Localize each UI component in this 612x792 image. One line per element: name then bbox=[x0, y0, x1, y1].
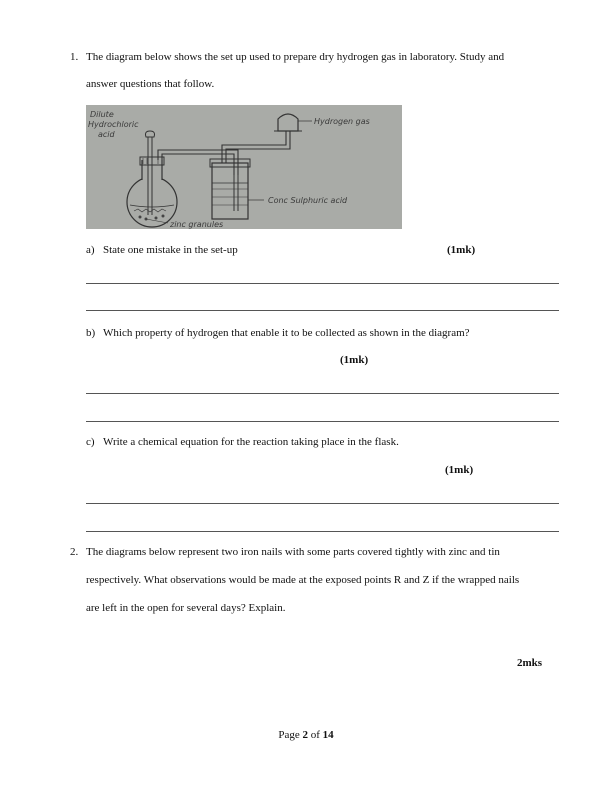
question-1-text-line-2: answer questions that follow. bbox=[86, 78, 215, 90]
question-2-text-line-2: respectively. What observations would be made at the exposed points R and Z if the wrapped nails bbox=[86, 574, 520, 586]
question-1c-marks: (1mk) bbox=[445, 464, 474, 476]
question-2-number: 2. bbox=[70, 546, 79, 558]
drying-bottle bbox=[212, 163, 248, 219]
answer-line-1a-1[interactable] bbox=[86, 283, 559, 284]
diagram-label-acid-line-1: Dilute bbox=[90, 110, 114, 119]
page-current-number: 2 bbox=[302, 729, 308, 741]
diagram-label-sulphuric-acid: Conc Sulphuric acid bbox=[268, 196, 348, 205]
answer-line-1b-2[interactable] bbox=[86, 421, 559, 422]
hydrogen-preparation-diagram bbox=[86, 105, 402, 229]
question-1a-marks: (1mk) bbox=[447, 244, 476, 256]
thistle-funnel bbox=[146, 131, 155, 137]
diagram-label-acid-line-3: acid bbox=[98, 130, 115, 139]
question-2-text-line-3: are left in the open for several days? Explain. bbox=[86, 602, 286, 614]
question-1c-label: c) bbox=[86, 436, 95, 448]
question-2-marks: 2mks bbox=[517, 657, 543, 669]
question-2-text-line-1: The diagrams below represent two iron nails with some parts covered tightly with zinc and tin bbox=[86, 546, 500, 558]
page-footer-prefix: Page bbox=[278, 729, 303, 741]
page-footer bbox=[0, 729, 612, 741]
gas-jar bbox=[278, 114, 298, 131]
question-1-number: 1. bbox=[70, 51, 79, 63]
page-total-number: 14 bbox=[322, 729, 334, 741]
diagram-label-acid-line-2: Hydrochloric bbox=[88, 120, 139, 129]
answer-line-1a-2[interactable] bbox=[86, 310, 559, 311]
question-1b-label: b) bbox=[86, 327, 96, 339]
diagram-label-hydrogen-gas: Hydrogen gas bbox=[314, 117, 370, 126]
page-footer-middle: of bbox=[307, 729, 323, 741]
question-1a-text: State one mistake in the set-up bbox=[103, 244, 238, 256]
question-1b-text: Which property of hydrogen that enable it to be collected as shown in the diagram? bbox=[103, 327, 470, 339]
diagram-label-zinc: zinc granules bbox=[170, 220, 224, 229]
question-1a-label: a) bbox=[86, 244, 95, 256]
question-1b-marks: (1mk) bbox=[340, 354, 369, 366]
question-1-text-line-1: The diagram below shows the set up used to prepare dry hydrogen gas in laboratory. Study and bbox=[86, 51, 505, 63]
answer-line-1b-1[interactable] bbox=[86, 393, 559, 394]
question-1c-text: Write a chemical equation for the reaction taking place in the flask. bbox=[103, 436, 399, 448]
answer-line-1c-2[interactable] bbox=[86, 531, 559, 532]
answer-line-1c-1[interactable] bbox=[86, 503, 559, 504]
apparatus-drawing bbox=[86, 105, 402, 229]
